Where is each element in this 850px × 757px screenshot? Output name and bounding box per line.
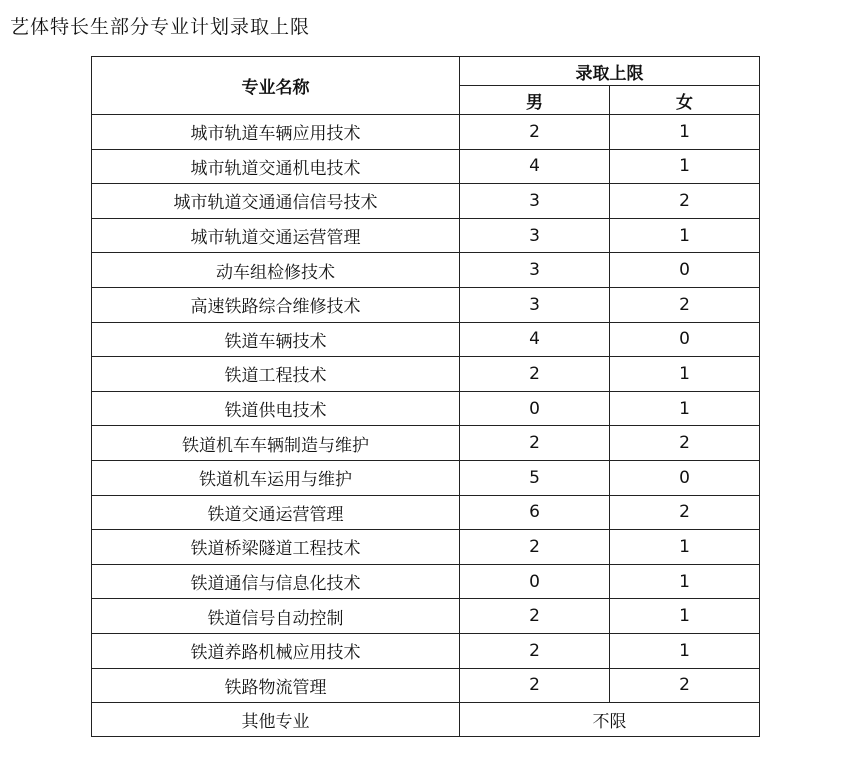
table-row [92,253,760,288]
table-row [92,668,760,703]
table-row [92,495,760,530]
table-row [92,287,760,322]
cell-female: 1 [610,218,760,253]
header-female: 女 [610,86,760,115]
header-male: 男 [460,86,610,115]
cell-major: 城市轨道车辆应用技术 [92,115,460,150]
table-row [92,357,760,392]
table-row [92,530,760,565]
cell-male: 3 [460,184,610,219]
cell-major: 铁路物流管理 [92,668,460,703]
cell-female: 1 [610,599,760,634]
cell-female: 2 [610,668,760,703]
cell-male: 2 [460,599,610,634]
cell-major: 铁道通信与信息化技术 [92,564,460,599]
cell-female: 1 [610,564,760,599]
cell-male: 2 [460,668,610,703]
table-row-other [92,703,760,737]
header-major-name: 专业名称 [92,57,460,115]
cell-female: 1 [610,149,760,184]
table-row [92,599,760,634]
cell-female: 1 [610,357,760,392]
cell-major: 铁道供电技术 [92,391,460,426]
cell-female: 2 [610,184,760,219]
table-row [92,633,760,668]
cell-male: 4 [460,322,610,357]
cell-major: 城市轨道交通通信信号技术 [92,184,460,219]
cell-major: 铁道机车运用与维护 [92,460,460,495]
cell-female: 0 [610,253,760,288]
table-row [92,460,760,495]
header-row [92,57,760,86]
cell-male: 3 [460,253,610,288]
cell-major: 高速铁路综合维修技术 [92,287,460,322]
cell-major: 城市轨道交通机电技术 [92,149,460,184]
cell-female: 0 [610,460,760,495]
quota-table [91,56,760,737]
table-row [92,391,760,426]
cell-female: 0 [610,322,760,357]
cell-major: 动车组检修技术 [92,253,460,288]
cell-male: 0 [460,391,610,426]
cell-female: 2 [610,426,760,461]
cell-major: 铁道信号自动控制 [92,599,460,634]
cell-male: 4 [460,149,610,184]
cell-male: 5 [460,460,610,495]
cell-major: 铁道交通运营管理 [92,495,460,530]
table-row [92,115,760,150]
cell-male: 2 [460,357,610,392]
cell-male: 2 [460,115,610,150]
cell-male: 0 [460,564,610,599]
cell-male: 3 [460,287,610,322]
cell-female: 1 [610,633,760,668]
cell-male: 2 [460,530,610,565]
table-body [92,115,760,737]
cell-major: 铁道车辆技术 [92,322,460,357]
cell-male: 3 [460,218,610,253]
cell-male: 6 [460,495,610,530]
table-row [92,218,760,253]
cell-major: 铁道养路机械应用技术 [92,633,460,668]
cell-major: 铁道机车车辆制造与维护 [92,426,460,461]
table-row [92,322,760,357]
page-title: 艺体特长生部分专业计划录取上限 [10,16,311,38]
table-row [92,184,760,219]
header-admission-limit: 录取上限 [460,57,760,86]
cell-female: 2 [610,495,760,530]
cell-female: 2 [610,287,760,322]
cell-major: 铁道工程技术 [92,357,460,392]
cell-male: 2 [460,633,610,668]
cell-male: 2 [460,426,610,461]
cell-female: 1 [610,115,760,150]
cell-unlimited: 不限 [460,703,760,737]
table-row [92,564,760,599]
cell-major: 铁道桥梁隧道工程技术 [92,530,460,565]
cell-female: 1 [610,391,760,426]
table-row [92,426,760,461]
cell-major: 其他专业 [92,703,460,737]
cell-major: 城市轨道交通运营管理 [92,218,460,253]
table-row [92,149,760,184]
cell-female: 1 [610,530,760,565]
